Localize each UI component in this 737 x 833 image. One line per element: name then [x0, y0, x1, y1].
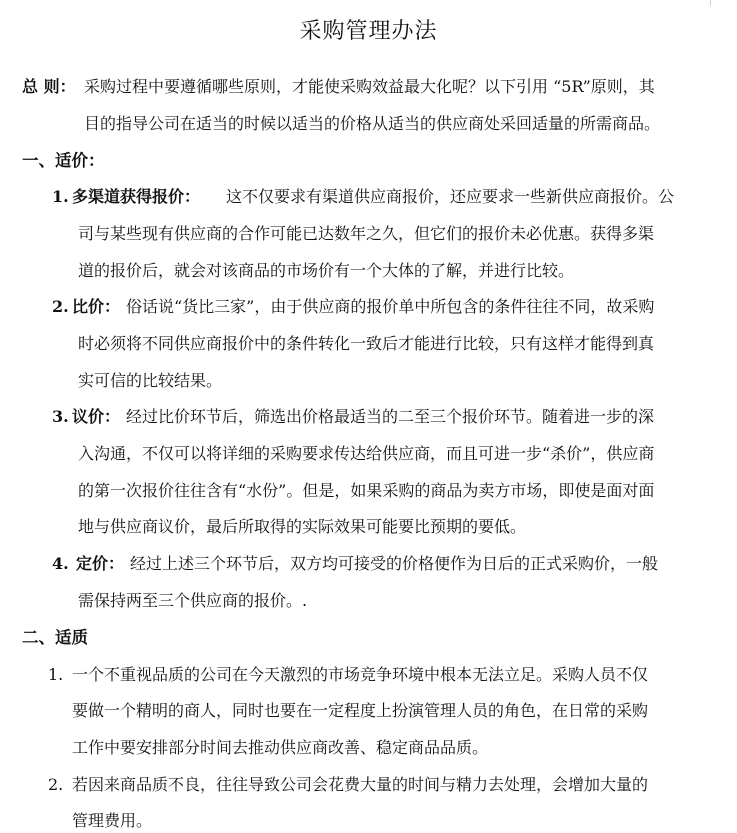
- section-heading-1: 一、适价：: [22, 151, 105, 170]
- intro-label: 总 则：: [22, 77, 76, 96]
- item-text-line: 一个不重视品质的公司在今天激烈的市场竞争环境中根本无法立足。采购人员不仅: [72, 665, 649, 684]
- item-number: 1.: [52, 187, 69, 206]
- page-title: 采购管理办法: [299, 19, 438, 44]
- item-label: 定价：: [76, 554, 125, 573]
- item-text-line: 实可信的比较结果。: [78, 371, 223, 390]
- item-number: 2.: [48, 775, 64, 794]
- item-text-line: 管理费用。: [72, 811, 153, 830]
- item-text-line: 需保持两至三个供应商的报价。.: [78, 591, 308, 610]
- item-number: 3.: [52, 407, 69, 426]
- item-number: 2.: [52, 297, 69, 316]
- item-text-line: 经过上述三个环节后，双方均可接受的价格便作为日后的正式采购价，一般: [130, 554, 659, 573]
- item-text-line: 司与某些现有供应商的合作可能已达数年之久，但它们的报价未必优惠。获得多渠: [78, 224, 655, 243]
- intro-line-2: 目的指导公司在适当的时候以适当的价格从适当的供应商处采回适量的所需商品。: [84, 114, 661, 133]
- item-label: 比价：: [72, 297, 121, 316]
- item-text-line: 道的报价后，就会对该商品的市场价有一个大体的了解，并进行比较。: [78, 261, 575, 280]
- item-text-line: 这不仅要求有渠道供应商报价，还应要求一些新供应商报价。公: [226, 187, 675, 206]
- item-text-line: 俗话说“货比三家”，由于供应商的报价单中所包含的条件往往不同，故采购: [126, 297, 655, 316]
- item-text-line: 的第一次报价往往含有“水份”。但是，如果采购的商品为卖方市场，即使是面对面: [78, 481, 655, 500]
- item-text-line: 入沟通，不仅可以将详细的采购要求传达给供应商，而且可进一步“杀价”，供应商: [78, 444, 655, 463]
- item-number: 1.: [48, 665, 64, 684]
- intro-line-1: 采购过程中要遵循哪些原则，才能使采购效益最大化呢？以下引用 “5R”原则，其: [84, 77, 655, 96]
- page-corner-mark: [710, 0, 711, 6]
- item-text-line: 经过比价环节后，筛选出价格最适当的二至三个报价环节。随着进一步的深: [126, 407, 655, 426]
- item-text-line: 若因来商品质不良，往往导致公司会花费大量的时间与精力去处理，会增加大量的: [72, 775, 649, 794]
- item-text-line: 工作中要安排部分时间去推动供应商改善、稳定商品品质。: [72, 738, 489, 757]
- item-text-line: 要做一个精明的商人，同时也要在一定程度上扮演管理人员的角色，在日常的采购: [72, 701, 649, 720]
- item-text-line: 地与供应商议价，最后所取得的实际效果可能要比预期的要低。: [78, 517, 527, 536]
- item-number: 4.: [52, 554, 69, 573]
- item-label: 议价：: [72, 407, 121, 426]
- item-label: 多渠道获得报价：: [72, 187, 201, 206]
- item-text-line: 时必须将不同供应商报价中的条件转化一致后才能进行比较，只有这样才能得到真: [78, 334, 655, 353]
- section-heading-2: 二、适质: [22, 628, 88, 647]
